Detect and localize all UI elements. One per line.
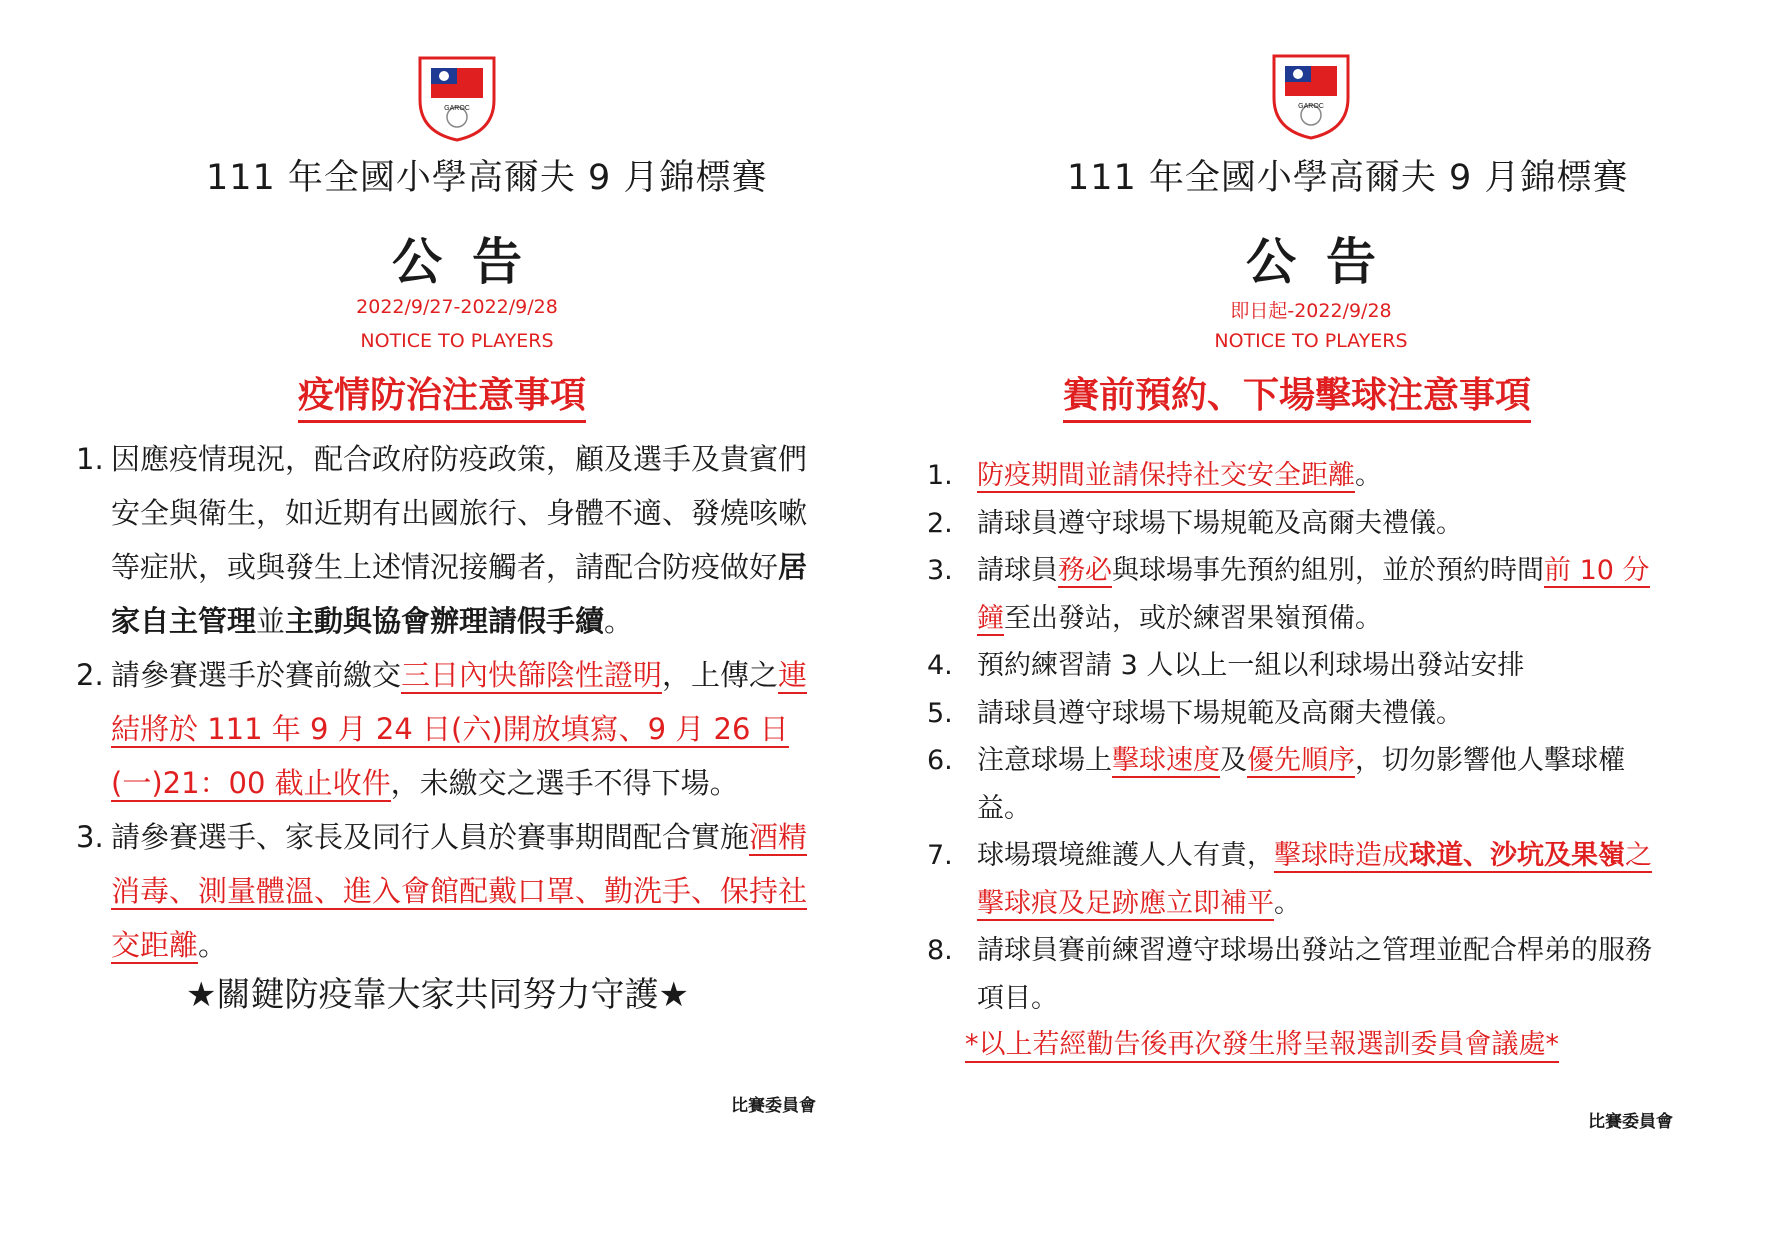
- list-item: 7. 球場環境維護人人有責，擊球時造成球道、沙坑及果嶺之擊球痕及足跡應立即補平。: [927, 840, 1652, 919]
- list-item: 2. 請球員遵守球場下場規範及高爾夫禮儀。: [927, 507, 1463, 539]
- list-item: 1. 防疫期間並請保持社交安全距離。: [927, 460, 1382, 491]
- svg-text:GAROC: GAROC: [444, 105, 470, 112]
- garoc-logo-icon: [1270, 50, 1352, 140]
- slogan: ★關鍵防疫靠大家共同努力守護★: [186, 975, 689, 1015]
- list-item: 3. 請參賽選手、家長及同行人員於賽事期間配合實施酒精消毒、測量體溫、進入會館配戴口罩、勤洗手、保持社交距離。: [76, 820, 808, 962]
- tournament-title: 111 年全國小學高爾夫 9 月錦標賽: [1067, 158, 1629, 198]
- list-item: 2. 請參賽選手於賽前繳交三日內快篩陰性證明，上傳之連結將於 111 年 9 月 24 日(六)開放填寫、9 月 26 日(一)21：00 截止收件，未繳交之選手不得下場。: [76, 658, 808, 800]
- notice-heading: 賽前預約、下場擊球注意事項: [1063, 374, 1531, 423]
- list-item: 5. 請球員遵守球場下場規範及高爾夫禮儀。: [927, 697, 1463, 729]
- list-item: 3. 請球員務必與球場事先預約組別，並於預約時間前 10 分鐘至出發站，或於練習果嶺預備。: [927, 555, 1650, 634]
- notice-to-players: NOTICE TO PLAYERS: [1214, 330, 1408, 352]
- warning-note: *以上若經勸告後再次發生將呈報選訓委員會議處*: [965, 1022, 1559, 1063]
- list-item: 8. 請球員賽前練習遵守球場出發站之管理並配合桿弟的服務項目。: [927, 935, 1652, 1014]
- notice-date: 即日起-2022/9/28: [1230, 300, 1392, 322]
- committee-signature: 比賽委員會: [1588, 1112, 1673, 1132]
- notice-to-players: NOTICE TO PLAYERS: [360, 330, 554, 352]
- garoc-logo-icon: [416, 52, 498, 142]
- notice-date: 2022/9/27-2022/9/28: [356, 296, 558, 318]
- announcement-label: 公告: [1246, 232, 1406, 291]
- svg-text:GAROC: GAROC: [1298, 103, 1324, 110]
- list-item: 4. 預約練習請 3 人以上一組以利球場出發站安排: [927, 650, 1525, 681]
- tournament-title: 111 年全國小學高爾夫 9 月錦標賽: [206, 158, 768, 198]
- announcement-label: 公告: [392, 232, 552, 291]
- right-notice: [883, 0, 1766, 1241]
- rule-list: [76, 432, 826, 972]
- list-item: 1. 因應疫情現況，配合政府防疫政策，顧及選手及貴賓們安全與衛生，如近期有出國旅行、身體不適、發燒咳嗽等症狀，或與發生上述情況接觸者，請配合防疫做好居家自主管理並主動與協會辦理請假手續。: [76, 442, 808, 638]
- list-item: 6. 注意球場上擊球速度及優先順序，切勿影響他人擊球權益。: [927, 745, 1625, 824]
- rule-list: [927, 452, 1667, 1022]
- committee-signature: 比賽委員會: [731, 1096, 816, 1116]
- notice-heading: 疫情防治注意事項: [298, 374, 586, 423]
